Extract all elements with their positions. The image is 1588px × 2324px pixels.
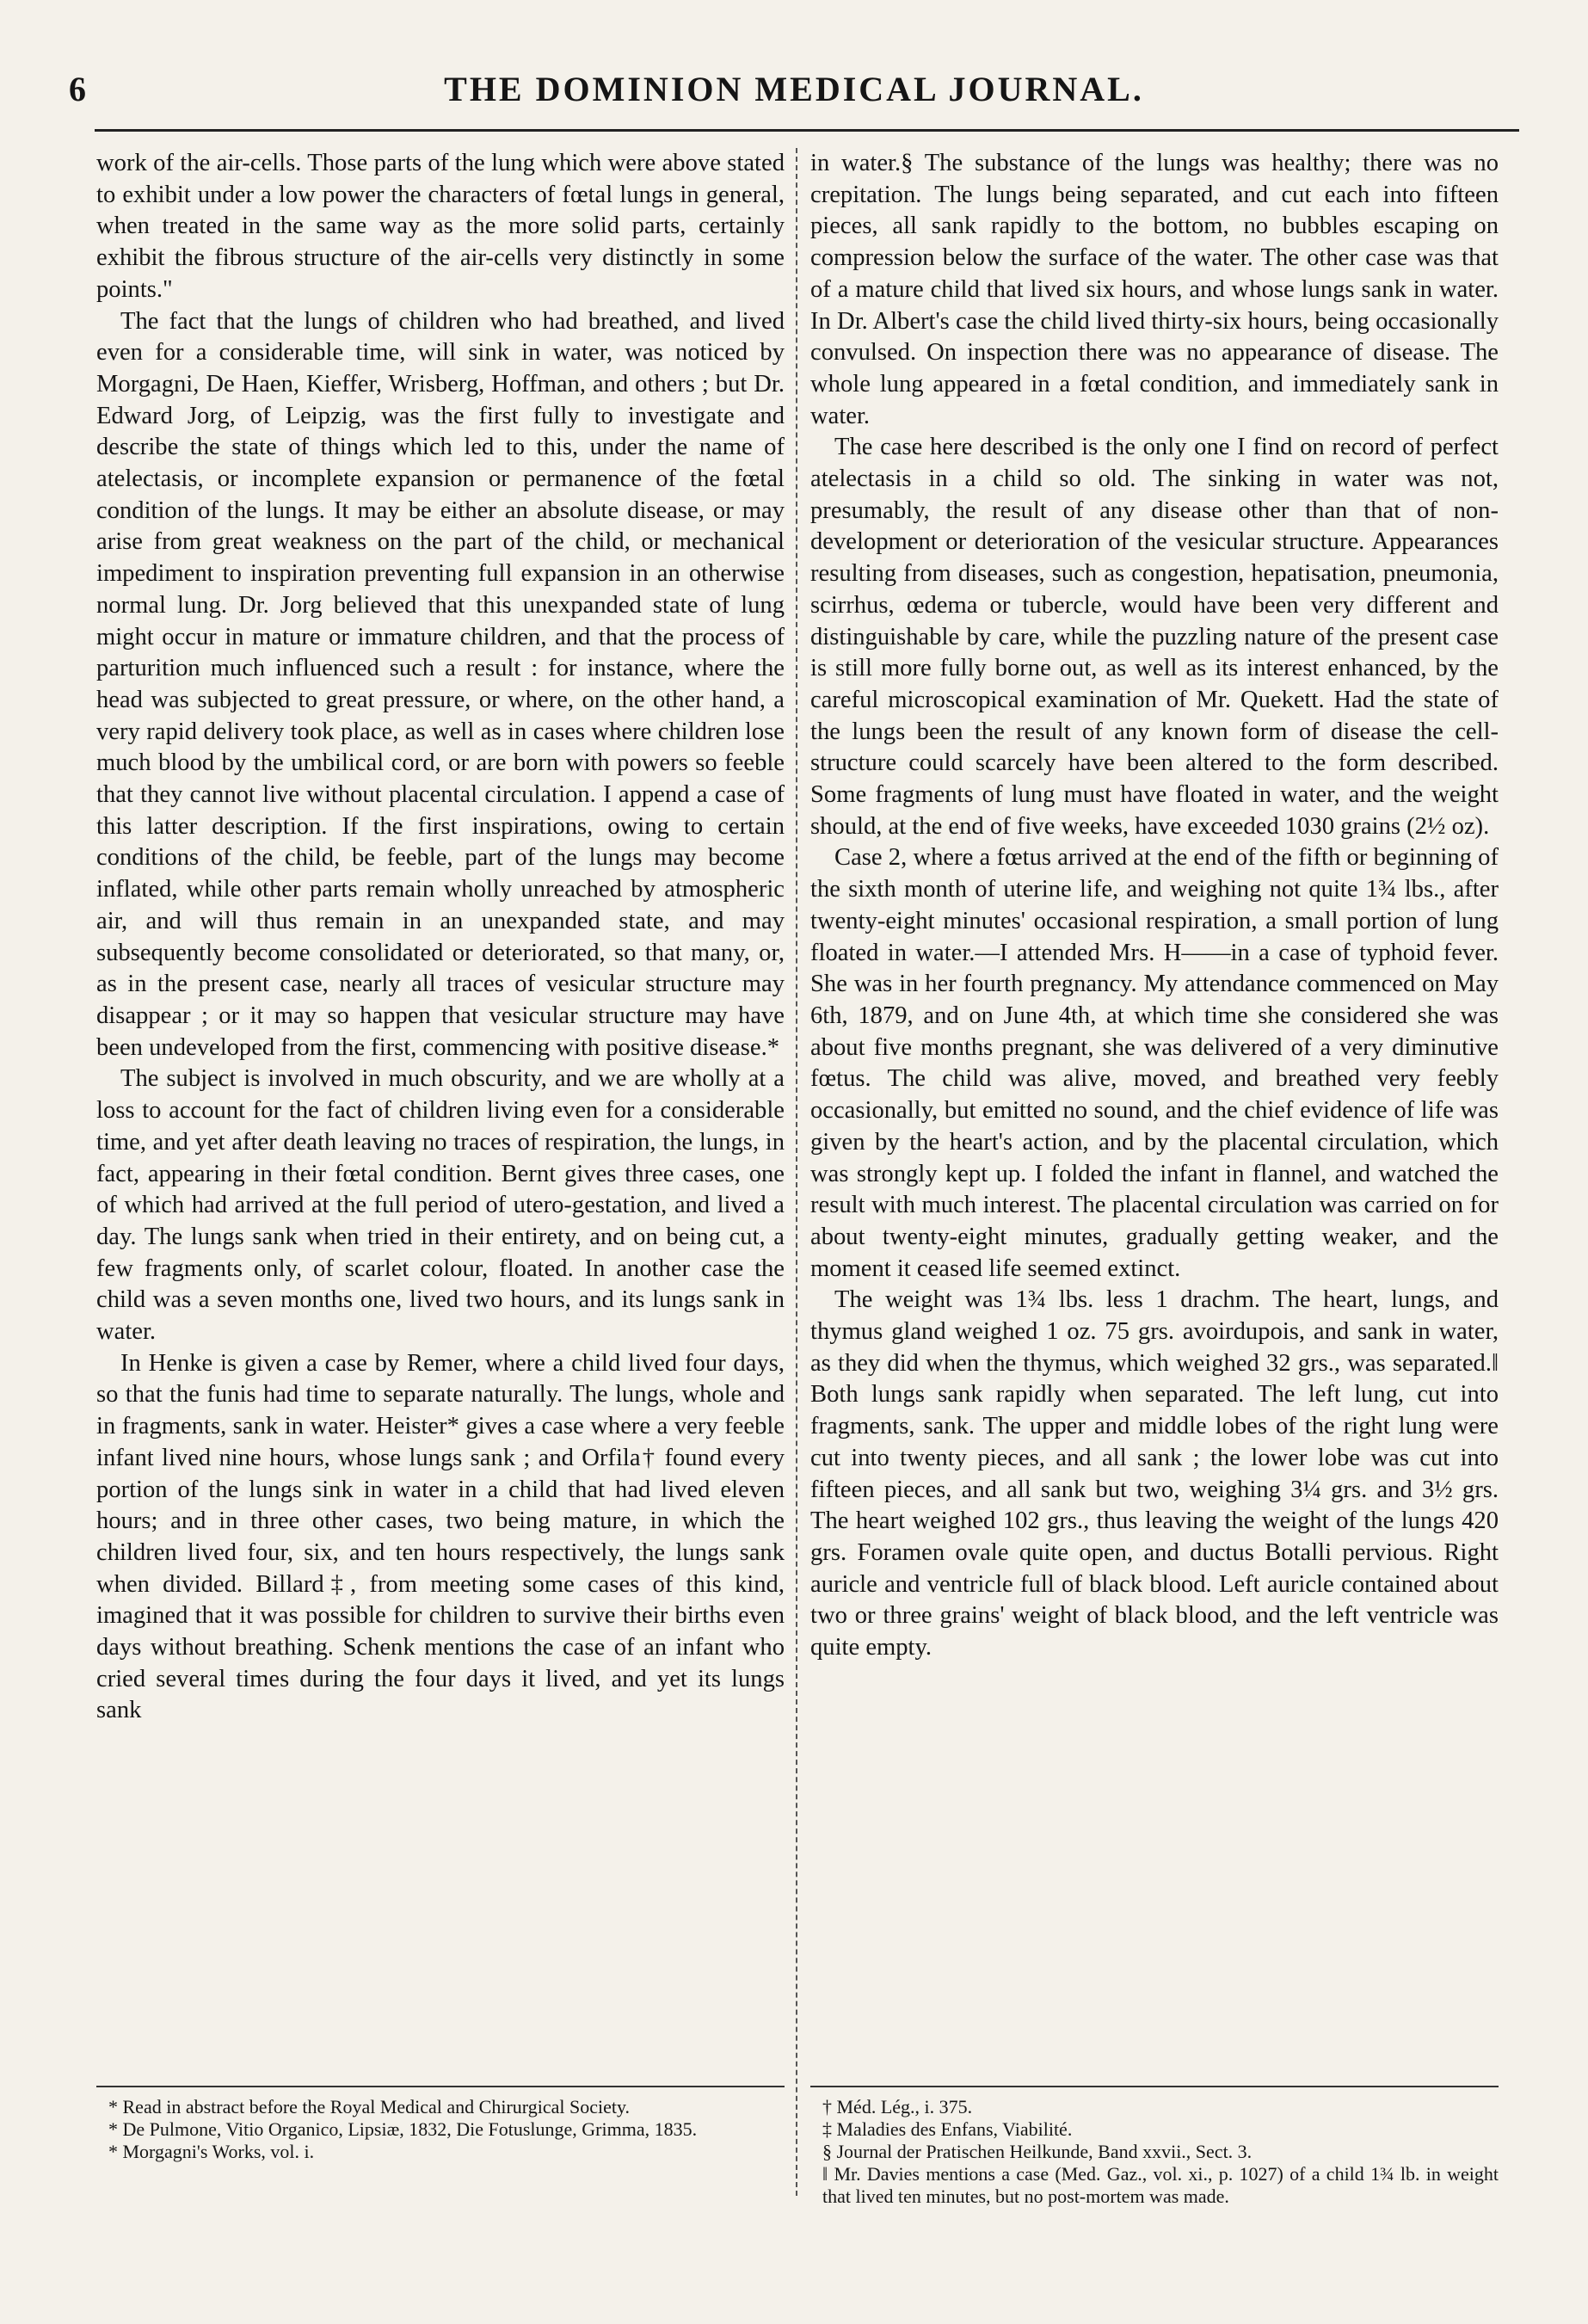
left-paragraph-2: The fact that the lungs of children who had breathed, and lived even for a considerable time, will sink in water, was noticed by Morgagni, De Haen, Kieffer, Wrisberg, Hoffman, and others ; but Dr. Edward Jorg, of Leipzig, was the first fully to investigate and describe the state of things which led to this, under the name of atelectasis, or incomplete expansion or permanence of the fœtal condition of the lungs. It may be either an absolute disease, or may arise from great weakness on the part of the child, or mechanical impediment to inspiration preventing full expansion in an otherwise normal lung. Dr. Jorg believed that this unexpanded state of lung might occur in mature or immature children, and that the process of parturition much influenced such a result : for instance, where the head was subjected to great pressure, or where, on the other hand, a very rapid delivery took place, as well as in cases where children lose much blood by the umbilical cord, or are born with powers so feeble that they cannot live without placental circulation. I append a case of this latter description. If the first inspirations, owing to certain conditions of the child, be feeble, part of the lungs may become inflated, while other parts remain wholly unreached by atmospheric air, and will thus remain in an unexpanded state, and may subsequently become consolidated or deteriorated, so that many, or, as in the present case, nearly all traces of vesicular structure may disappear ; or it may so happen that vesicular structure may have been undeveloped from the first, commencing with positive disease.* <box>96 307 785 1061</box>
footnote: † Méd. Lég., i. 375. <box>822 2096 973 2117</box>
left-column <box>96 148 785 1727</box>
footnote-rule-left <box>96 2086 785 2087</box>
footnote: § Journal der Pratischen Heilkunde, Band xxvii., Sect. 3. <box>822 2141 1253 2162</box>
header-rule <box>95 129 1519 132</box>
footnote-rule-right <box>810 2086 1499 2087</box>
right-paragraph-2: The case here described is the only one I find on record of perfect atelectasis in a child so old. The sinking in water was not, presumably, the result of any disease other than that of non-development or deterioration of the vesicular structure. Appearances resulting from diseases, such as congestion, hepatisation, pneumonia, scirrhus, œdema or tubercle, would have been very different and distinguishable by care, while the puzzling nature of the present case is still more fully borne out, as well as its interest enhanced, by the careful microscopical examination of Mr. Quekett. Had the state of the lungs been the result of any known form of disease the cell-structure could scarcely have been altered to the form described. Some fragments of lung must have floated in water, and the weight should, at the end of five weeks, have exceeded 1030 grains (2½ oz). <box>810 434 1499 840</box>
footnote: * De Pulmone, Vitio Organico, Lipsiæ, 1832, Die Fotuslunge, Grimma, 1835. <box>108 2118 698 2140</box>
right-paragraph-3: Case 2, where a fœtus arrived at the end of the fifth or beginning of the sixth month of uterine life, and weighing not quite 1¾ lbs., after twenty-eight minutes' occasional respiration, a small portion of lung floated in water.—I attended Mrs. H——in a case of typhoid fever. She was in her fourth pregnancy. My attendance commenced on May 6th, 1879, and on June 4th, at which time she considered she was about five months pregnant, she was delivered of a very diminutive fœtus. The child was alive, moved, and breathed very feebly occasionally, but emitted no sound, and the chief evidence of life was given by the heart's action, and by the placental circulation, which was strongly kept up. I folded the infant in flannel, and watched the result with much interest. The placental circulation was carried on for about twenty-eight minutes, gradually getting weaker, and the moment it ceased life seemed extinct. <box>810 844 1499 1282</box>
left-paragraph-3: The subject is involved in much obscurity, and we are wholly at a loss to account for the fact of children living even for a considerable time, and yet after death leaving no traces of respiration, the lungs, in fact, appearing in their fœtal condition. Bernt gives three cases, one of which had arrived at the full period of utero-gestation, and lived a day. The lungs sank when tried in their entirety, and on being cut, a few fragments only, of scarlet colour, floated. In another case the child was a seven months one, lived two hours, and its lungs sank in water. <box>96 1065 785 1346</box>
running-title: THE DOMINION MEDICAL JOURNAL. <box>444 70 1144 108</box>
page-header <box>69 69 1519 120</box>
right-column <box>810 148 1499 1664</box>
left-paragraph-1: work of the air-cells. Those parts of the lung which were above stated to exhibit under a low power the characters of fœtal lungs in general, when treated in the same way as the more solid parts, certainly exhibit the fibrous structure of the air-cells very distinctly in some points." <box>96 150 785 303</box>
footnote: ‖ Mr. Davies mentions a case (Med. Gaz., vol. xi., p. 1027) of a child 1¾ lb. in weight that lived ten minutes, but no post-mortem was made. <box>822 2163 1499 2207</box>
footnote: ‡ Maladies des Enfans, Viabilité. <box>822 2118 1073 2140</box>
right-paragraph-1: in water.§ The substance of the lungs was healthy; there was no crepitation. The lungs being separated, and cut each into fifteen pieces, all sank rapidly to the bottom, no bubbles escaping on compression below the surface of the water. The other case was that of a mature child that lived six hours, and whose lungs sank in water. In Dr. Albert's case the child lived thirty-six hours, being occasionally convulsed. On inspection there was no appearance of disease. The whole lung appeared in a fœtal condition, and immediately sank in water. <box>810 150 1499 429</box>
right-paragraph-4: The weight was 1¾ lbs. less 1 drachm. The heart, lungs, and thymus gland weighed 1 oz. 75 grs. avoirdupois, and sank in water, as they did when the thymus, which weighed 32 grs., was separated.‖ Both lungs sank rapidly when separated. The left lung, cut into fragments, sank. The upper and middle lobes of the right lung were cut into twenty pieces, and all sank ; the lower lobe was cut into fifteen pieces, and all sank but two, weighing 3¼ grs. and 3½ grs. The heart weighed 102 grs., thus leaving the weight of the lungs 420 grs. Foramen ovale quite open, and ductus Botalli pervious. Right auricle and ventricle full of black blood. Left auricle contained about two or three grains' weight of black blood, and the left ventricle was quite empty. <box>810 1286 1499 1661</box>
footnotes-left <box>96 2096 785 2163</box>
footnote: * Read in abstract before the Royal Medical and Chirurgical Society. <box>108 2096 631 2117</box>
footnote: * Morgagni's Works, vol. i. <box>108 2141 315 2162</box>
left-paragraph-4: In Henke is given a case by Remer, where a child lived four days, so that the funis had time to separate naturally. The lungs, whole and in fragments, sank in water. Heister* gives a case where a very feeble infant lived nine hours, whose lungs sank ; and Orfila† found every portion of the lungs sink in water in a child that had lived eleven hours; and in three other cases, two being mature, in which the children lived four, six, and ten hours respectively, the lungs sank when divided. Billard‡, from meeting some cases of this kind, imagined that it was possible for children to survive their births even days without breathing. Schenk mentions the case of an infant who cried several times during the four days it lived, and yet its lungs sank <box>96 1349 785 1724</box>
page-number: 6 <box>69 70 86 108</box>
footnotes-right <box>810 2096 1499 2208</box>
column-divider <box>796 148 797 2196</box>
